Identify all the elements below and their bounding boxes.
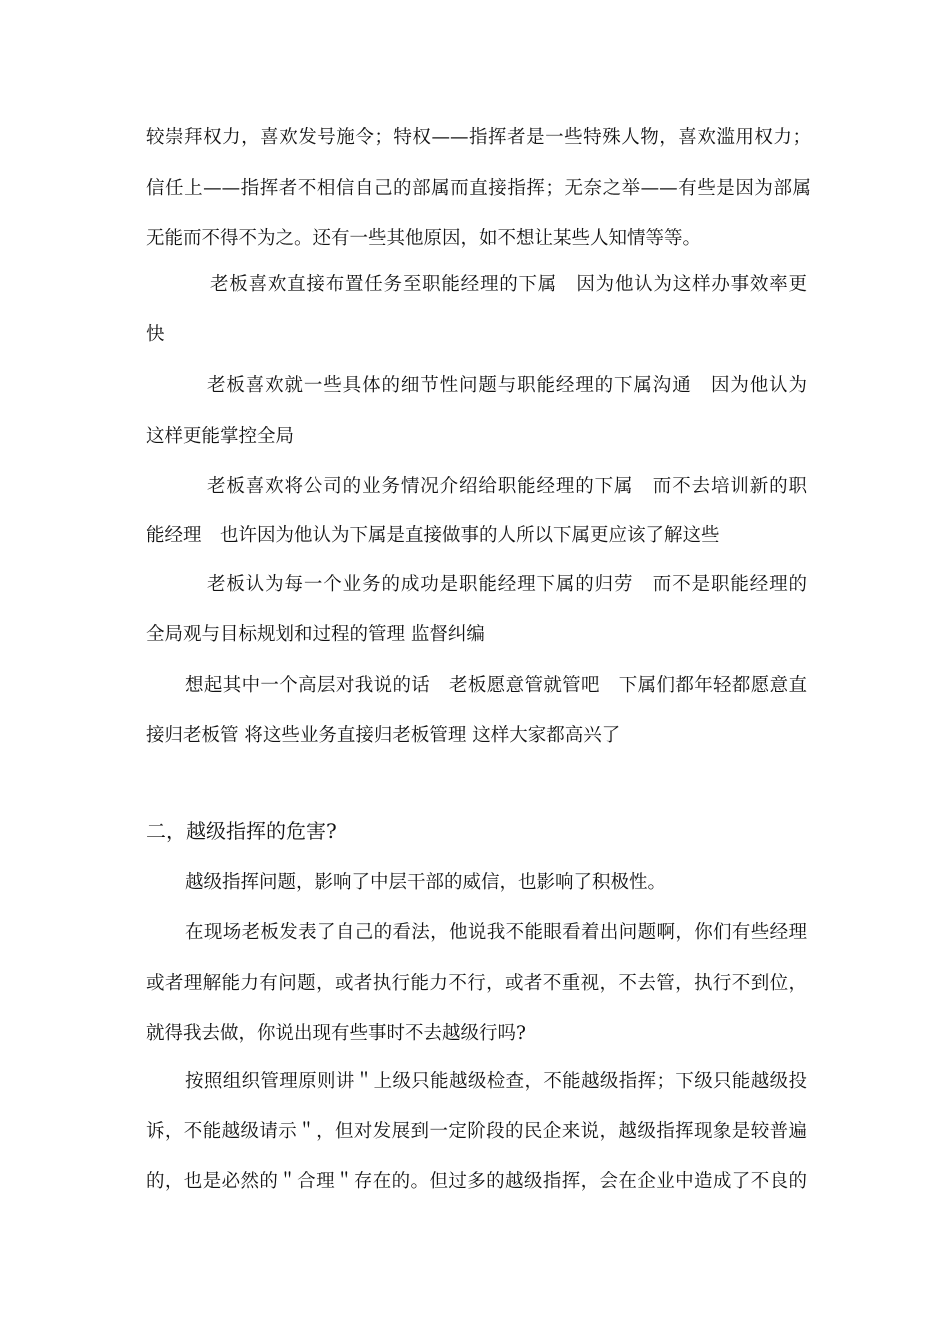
paragraph-line: 老板喜欢就一些具体的细节性问题与职能经理的下属沟通 因为他认为: [207, 375, 807, 396]
paragraph-line: 按照组织管理原则讲＂上级只能越级检查，不能越级指挥；下级只能越级投: [185, 1071, 807, 1092]
paragraph-line: 越级指挥问题，影响了中层干部的威信，也影响了积极性。: [185, 872, 667, 893]
text-line: 能经理 也许因为他认为下属是直接做事的人所以下属更应该了解这些: [146, 525, 720, 546]
paragraph-line: 老板喜欢将公司的业务情况介绍给职能经理的下属 而不去培训新的职: [207, 476, 807, 497]
text-line: 这样更能掌控全局: [146, 426, 295, 447]
text-line: 快: [146, 324, 165, 345]
text-line: 无能而不得不为之。还有一些其他原因，如不想让某些人知情等等。: [146, 228, 702, 249]
text-line: 就得我去做，你说出现有些事时不去越级行吗?: [146, 1023, 526, 1044]
text-line: 诉，不能越级请示＂，但对发展到一定阶段的民企来说，越级指挥现象是较普遍: [146, 1121, 807, 1142]
text-line: 全局观与目标规划和过程的管理 监督纠编: [146, 624, 485, 645]
text-line: 接归老板管 将这些业务直接归老板管理 这样大家都高兴了: [146, 725, 621, 746]
text-line: 较崇拜权力，喜欢发号施令；特权——指挥者是一些特殊人物，喜欢滥用权力；: [146, 127, 811, 148]
text-line: 的，也是必然的＂合理＂存在的。但过多的越级指挥，会在企业中造成了不良的: [146, 1171, 807, 1192]
paragraph-line: 在现场老板发表了自己的看法，他说我不能眼看着出问题啊，你们有些经理: [185, 922, 807, 943]
paragraph-line: 老板喜欢直接布置任务至职能经理的下属 因为他认为这样办事效率更: [210, 274, 807, 295]
text-line: 或者理解能力有问题，或者执行能力不行，或者不重视，不去管，执行不到位，: [146, 973, 807, 994]
section-heading: 二，越级指挥的危害?: [146, 819, 337, 843]
paragraph-line: 老板认为每一个业务的成功是职能经理下属的归劳 而不是职能经理的: [207, 574, 807, 595]
paragraph-line: 想起其中一个高层对我说的话 老板愿意管就管吧 下属们都年轻都愿意直: [185, 675, 807, 696]
text-line: 信任上——指挥者不相信自己的部属而直接指挥；无奈之举——有些是因为部属: [146, 178, 811, 199]
